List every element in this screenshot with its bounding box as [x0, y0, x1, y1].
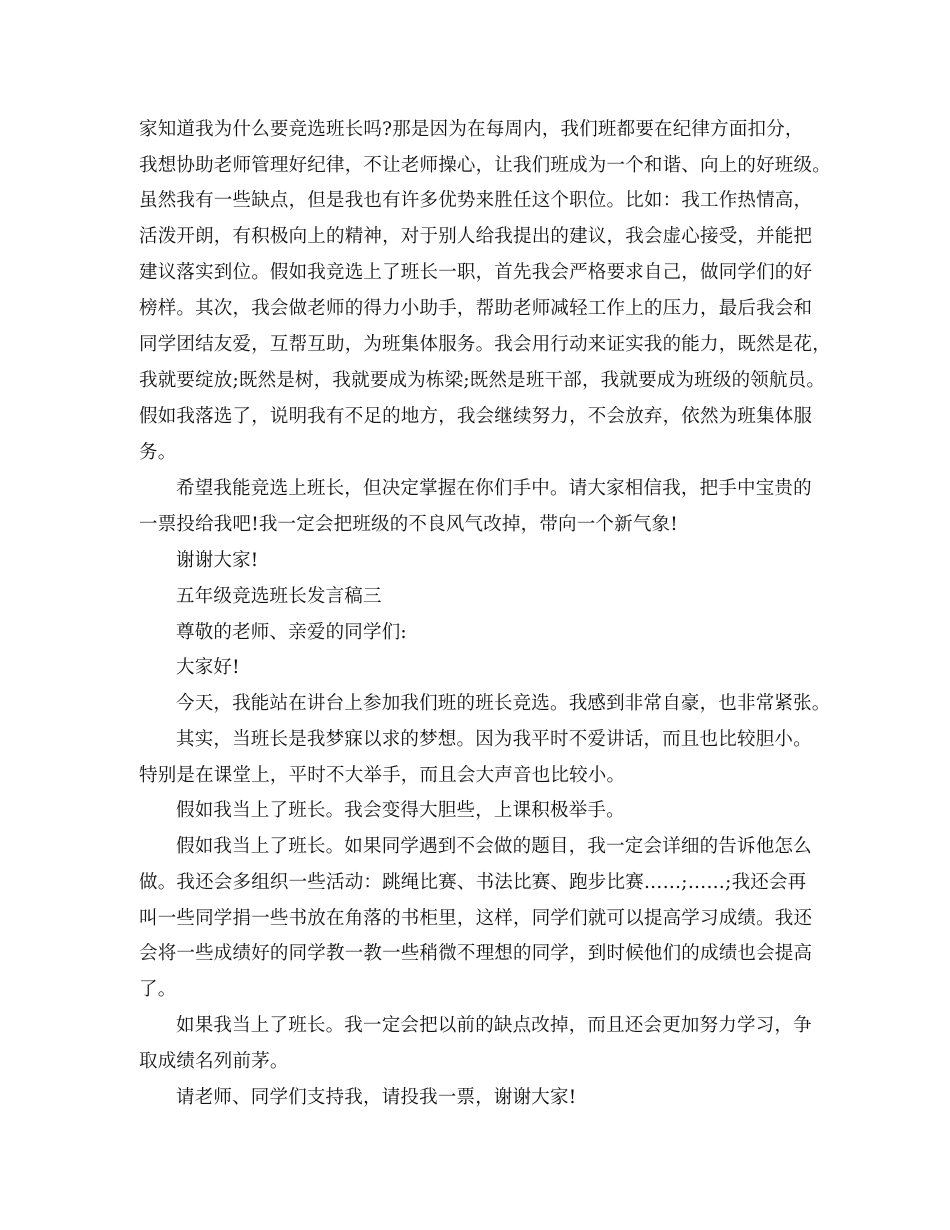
salutation: 尊敬的老师、亲爱的同学们:: [176, 622, 407, 643]
text-line: 榜样。其次，我会做老师的得力小助手，帮助老师减轻工作上的压力，最后我会和: [139, 298, 813, 319]
text-line: 我就要绽放;既然是树，我就要成为栋梁;既然是班干部，我就要成为班级的领航员。: [139, 370, 826, 391]
text-line: 假如我当上了班长。我会变得大胆些，上课积极举手。: [176, 800, 625, 821]
text-line: 虽然我有一些缺点，但是我也有许多优势来胜任这个职位。比如：我工作热情高，: [139, 190, 813, 211]
text-line: 家知道我为什么要竞选班长吗?那是因为在每周内，我们班都要在纪律方面扣分，: [139, 119, 804, 140]
text-line: 今天，我能站在讲台上参加我们班的班长竞选。我感到非常自豪，也非常紧张。: [176, 693, 831, 714]
text-line: 如果我当上了班长。我一定会把以前的缺点改掉，而且还会更加努力学习，争: [176, 1015, 812, 1036]
text-line: 一票投给我吧!我一定会把班级的不良风气改掉，带向一个新气象!: [139, 514, 678, 535]
text-line: 了。: [139, 979, 177, 1000]
text-line: 会将一些成绩好的同学教一教一些稍微不理想的同学，到时候他们的成绩也会提高: [139, 943, 813, 964]
text-line: 务。: [139, 442, 177, 463]
greeting: 大家好!: [176, 657, 240, 678]
text-line: 活泼开朗，有积极向上的精神，对于别人给我提出的建议，我会虚心接受，并能把: [139, 226, 813, 247]
text-line: 我想协助老师管理好纪律，不让老师操心，让我们班成为一个和谐、向上的好班级。: [139, 155, 831, 176]
text-line: 谢谢大家!: [176, 550, 259, 571]
text-line: 取成绩名列前茅。: [139, 1051, 289, 1072]
section-title: 五年级竞选班长发言稿三: [176, 586, 382, 607]
text-line: 其实，当班长是我梦寐以求的梦想。因为我平时不爱讲话，而且也比较胆小。: [176, 729, 812, 750]
text-line: 建议落实到位。假如我竞选上了班长一职，首先我会严格要求自己，做同学们的好: [139, 262, 813, 283]
text-line: 特别是在课堂上，平时不大举手，而且会大声音也比较小。: [139, 765, 626, 786]
text-line: 同学团结友爱，互帮互助，为班集体服务。我会用行动来证实我的能力，既然是花，: [139, 334, 831, 355]
text-line: 假如我当上了班长。如果同学遇到不会做的题目，我一定会详细的告诉他怎么: [176, 836, 812, 857]
text-line: 做。我还会多组织一些活动：跳绳比赛、书法比赛、跑步比赛……;……;我还会再: [139, 872, 807, 893]
text-line: 假如我落选了，说明我有不足的地方，我会继续努力，不会放弃，依然为班集体服: [139, 406, 813, 427]
closing-line: 请老师、同学们支持我，请投我一票，谢谢大家!: [176, 1087, 577, 1108]
text-line: 希望我能竞选上班长，但决定掌握在你们手中。请大家相信我，把手中宝贵的: [176, 478, 812, 499]
text-line: 叫一些同学捐一些书放在角落的书柜里，这样，同学们就可以提高学习成绩。我还: [139, 908, 813, 929]
